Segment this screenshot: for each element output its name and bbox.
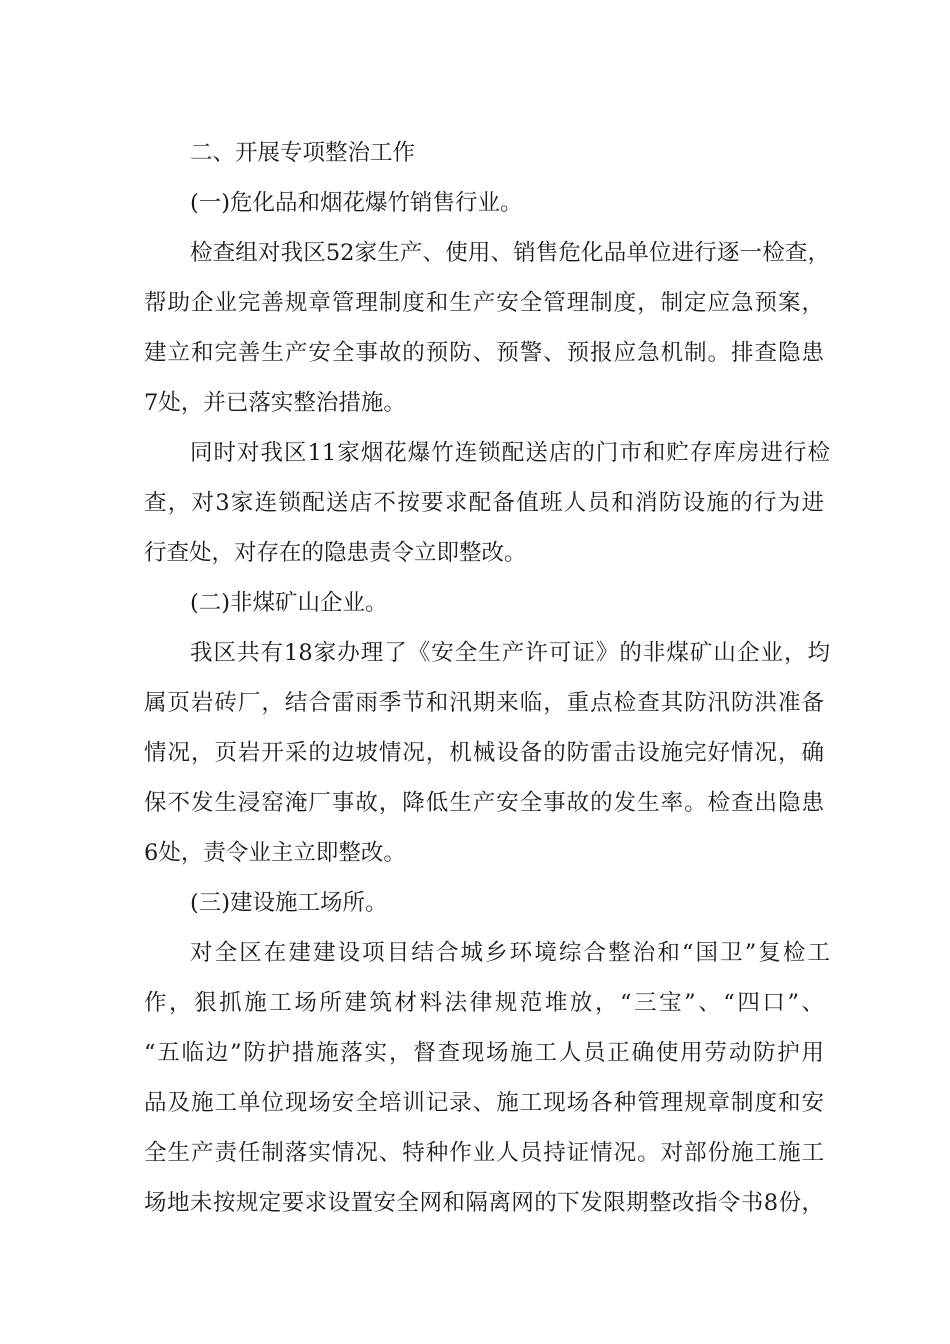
subsection-heading-2: (二)非煤矿山企业。 xyxy=(190,590,388,616)
paragraph-line: 品及施工单位现场安全培训记录、施工现场各种管理规章制度和安 xyxy=(144,1090,824,1116)
paragraph-line: 建立和完善生产安全事故的预防、预警、预报应急机制。排查隐患 xyxy=(144,340,824,366)
paragraph-line: 行查处，对存在的隐患责令立即整改。 xyxy=(144,540,527,566)
paragraph-line: 作，狠抓施工场所建筑材料法律规范堆放，“三宝”、“四口”、 xyxy=(144,990,824,1016)
paragraph-line: 查，对3家连锁配送店不按要求配备值班人员和消防设施的行为进 xyxy=(144,490,824,516)
paragraph-line: 同时对我区11家烟花爆竹连锁配送店的门市和贮存库房进行检 xyxy=(190,440,830,466)
paragraph-line: 检查组对我区52家生产、使用、销售危化品单位进行逐一检查， xyxy=(190,240,830,266)
paragraph-line: 帮助企业完善规章管理制度和生产安全管理制度，制定应急预案， xyxy=(144,290,824,316)
paragraph-line: 6处，责令业主立即整改。 xyxy=(144,840,406,866)
paragraph-line: 全生产责任制落实情况、特种作业人员持证情况。对部份施工施工 xyxy=(144,1140,824,1166)
paragraph-line: 对全区在建建设项目结合城乡环境综合整治和“国卫”复检工 xyxy=(190,940,830,966)
paragraph-line: 我区共有18家办理了《安全生产许可证》的非煤矿山企业，均 xyxy=(190,640,830,666)
subsection-heading-1: (一)危化品和烟花爆竹销售行业。 xyxy=(190,190,523,216)
paragraph-line: 7处，并已落实整治措施。 xyxy=(144,390,406,416)
paragraph-line: “五临边”防护措施落实，督查现场施工人员正确使用劳动防护用 xyxy=(144,1040,824,1066)
section-heading: 二、开展专项整治工作 xyxy=(190,140,416,166)
paragraph-line: 场地未按规定要求设置安全网和隔离网的下发限期整改指令书8份， xyxy=(144,1190,824,1216)
paragraph-line: 属页岩砖厂，结合雷雨季节和汛期来临，重点检查其防汛防洪准备 xyxy=(144,690,824,716)
subsection-heading-3: (三)建设施工场所。 xyxy=(190,890,388,916)
paragraph-line: 情况，页岩开采的边坡情况，机械设备的防雷击设施完好情况，确 xyxy=(144,740,824,766)
paragraph-line: 保不发生浸窑淹厂事故，降低生产安全事故的发生率。检查出隐患 xyxy=(144,790,824,816)
